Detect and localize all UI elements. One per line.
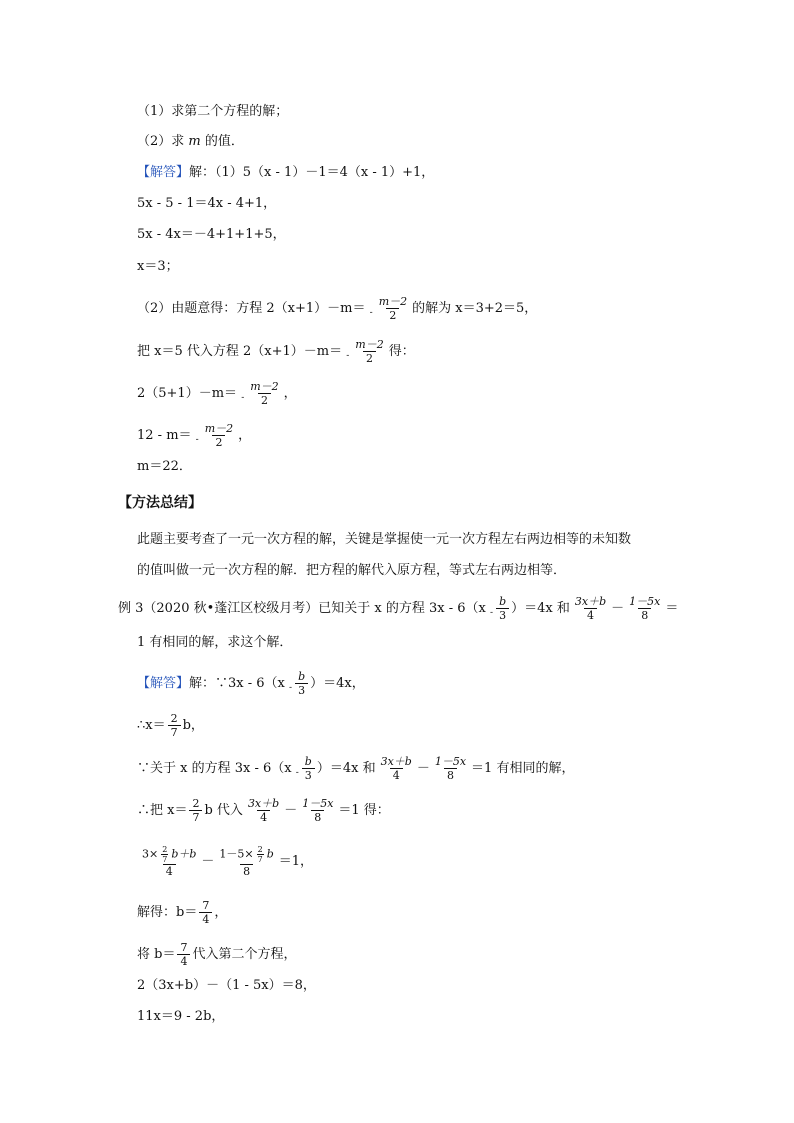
equation-3: m＝22．	[137, 459, 192, 474]
substitute-line	[137, 338, 415, 365]
denominator: 4	[257, 810, 270, 824]
solution-4-text-c: ＝1 得：	[338, 803, 390, 818]
fraction-m-2-over-2	[202, 422, 236, 449]
fraction-3x-plus-b-over-4	[245, 797, 282, 824]
equation-2-left: 12 - m＝	[137, 428, 192, 443]
substitute-text-a: 把 x＝5 代入方程 2（x+1）－m＝	[137, 344, 343, 359]
neg-sign: -	[241, 393, 245, 403]
fraction-m-2-over-2	[247, 380, 281, 407]
fraction-7-over-4	[199, 899, 212, 926]
denominator: 2	[386, 308, 399, 322]
question-2-var: m	[188, 134, 201, 149]
numerator: m－2	[378, 295, 408, 308]
part-2-text-a: （2）由题意得：方程 2（x+1）－m＝	[137, 301, 366, 316]
numerator: 1－5x	[434, 755, 467, 768]
summary-line-2: 的值叫做一元一次方程的解．把方程的解代入原方程，等式左右两边相等．	[137, 563, 567, 578]
solution-3-text-b: ）＝4x 和	[316, 761, 376, 776]
denominator: 7	[189, 810, 202, 824]
numerator: 3x＋b	[380, 755, 412, 768]
fraction-complex-right	[216, 845, 276, 878]
solution-line-9: 11x＝9 - 2b，	[137, 1009, 225, 1024]
b-plus-b: b＋b	[171, 847, 197, 861]
solution-4-text-a: ∴把 x＝	[137, 803, 188, 818]
fraction-2-over-7-small	[159, 845, 170, 864]
example-3-line-2: 1 有相同的解，求这个解．	[137, 635, 293, 650]
numerator: b	[499, 595, 507, 608]
solution-5-text-b: ＝1，	[278, 854, 314, 869]
fraction-m-2-over-2	[352, 338, 386, 365]
step-3: x＝3；	[137, 259, 179, 274]
denominator: 7	[168, 725, 181, 739]
fraction-m-2-over-2	[376, 295, 410, 322]
step-1: 5x - 5 - 1＝4x - 4+1，	[137, 196, 277, 211]
minus-sign: －	[611, 601, 625, 616]
denominator: 4	[163, 864, 176, 878]
b-var: b	[266, 847, 274, 861]
numerator: 3x＋b	[247, 797, 280, 810]
question-1	[137, 103, 288, 121]
numerator: 2	[170, 712, 178, 725]
solution-3-text-a: ∵关于 x 的方程 3x - 6（x	[137, 761, 292, 776]
solution-2-text-b: b，	[182, 718, 204, 733]
fraction-1-minus-5x-over-8	[626, 595, 663, 622]
neg-sign: -	[295, 768, 299, 778]
substitute-text-b: 得：	[388, 344, 415, 359]
numerator: 2	[162, 845, 168, 854]
denominator: 4	[390, 768, 403, 782]
fraction-3x-plus-b-over-4	[572, 595, 609, 622]
part-2-line	[137, 295, 537, 322]
minus-sign: －	[416, 761, 430, 776]
numerator: b	[304, 755, 312, 768]
solution-line-8: 2（3x+b）－（1 - 5x）＝8，	[137, 978, 316, 993]
equation-1	[137, 380, 297, 407]
neg-sign: -	[369, 308, 373, 318]
denominator: 8	[638, 608, 651, 622]
answer-line-1	[137, 164, 434, 182]
example-3-line-1	[118, 595, 678, 622]
neg-sign: -	[490, 608, 494, 618]
solution-7-text-a: 将 b＝	[137, 947, 176, 962]
solution-7-text-b: 代入第二个方程，	[192, 947, 297, 962]
numerator: 2	[192, 797, 200, 810]
example-3-text-a: 例 3（2020 秋•蓬江区校级月考）已知关于 x 的方程 3x - 6（x	[118, 601, 486, 616]
denominator: 8	[240, 864, 253, 878]
step-2: 5x - 4x＝－4+1+1+5，	[137, 227, 286, 242]
numerator: m－2	[355, 338, 384, 351]
numerator: b	[298, 670, 306, 683]
solution-line-5	[137, 845, 313, 878]
fraction-3x-plus-b-over-4	[378, 755, 415, 782]
solution-line-3	[137, 755, 574, 782]
solution-6-text-b: ，	[214, 905, 228, 920]
denominator: 2	[363, 351, 376, 365]
numerator	[216, 845, 276, 864]
equals-sign: ＝	[665, 601, 679, 616]
numerator: m－2	[250, 380, 279, 393]
part-2-text-b: 的解为 x＝3+2＝5，	[412, 301, 538, 316]
neg-sign: -	[289, 683, 293, 693]
fraction-b-over-3	[496, 595, 509, 622]
solution-line-1	[137, 670, 365, 697]
solution-2-text-a: ∴x＝	[137, 718, 166, 733]
neg-sign: -	[195, 435, 199, 445]
numerator	[139, 845, 199, 864]
numerator: 7	[202, 899, 210, 912]
numerator: 2	[257, 845, 263, 854]
example-3-text-b: ）＝4x 和	[511, 601, 570, 616]
fraction-1-minus-5x-over-8	[432, 755, 469, 782]
numerator: 3x＋b	[574, 595, 607, 608]
neg-sign: -	[346, 351, 350, 361]
solution-6-text-a: 解得：b＝	[137, 905, 198, 920]
minus-sign: －	[201, 854, 215, 869]
fraction-2-over-7-small	[255, 845, 266, 864]
fraction-2-over-7	[189, 797, 202, 824]
comma: ，	[238, 428, 252, 443]
solution-4-text-b: b 代入	[204, 803, 243, 818]
solution-line-6	[137, 899, 227, 926]
section-heading-method-summary: 【方法总结】	[118, 495, 202, 511]
equation-2	[137, 422, 251, 449]
denominator: 7	[257, 855, 263, 864]
denominator: 2	[258, 393, 271, 407]
solution-line-4	[137, 797, 390, 824]
times-prefix: 1－5×	[219, 847, 254, 861]
denominator: 7	[162, 855, 168, 864]
numerator: m－2	[204, 422, 234, 435]
summary-line-1: 此题主要考查了一元一次方程的解，关键是掌握使一元一次方程左右两边相等的未知数	[137, 532, 632, 547]
fraction-complex-left	[139, 845, 199, 878]
answer-text: 解：（1）5（x - 1）－1＝4（x - 1）+1，	[189, 165, 435, 180]
solution-1-text-a: 解：∵3x - 6（x	[189, 676, 285, 691]
equation-1-left: 2（5+1）－m＝	[137, 386, 238, 401]
question-2-text-a: （2）求	[137, 134, 185, 149]
denominator: 8	[444, 768, 457, 782]
minus-sign: －	[284, 803, 298, 818]
question-1-text: （1）求第二个方程的解；	[137, 104, 289, 119]
answer-tag: 【解答】	[137, 165, 190, 180]
solution-line-7	[137, 941, 296, 968]
denominator: 8	[311, 810, 324, 824]
numerator: 1－5x	[302, 797, 334, 810]
solution-line-2	[137, 712, 204, 739]
answer-tag: 【解答】	[137, 676, 190, 691]
solution-1-text-b: ）＝4x，	[310, 676, 365, 691]
fraction-b-over-3	[295, 670, 308, 697]
solution-3-text-c: ＝1 有相同的解，	[471, 761, 575, 776]
fraction-b-over-3	[302, 755, 315, 782]
numerator: 7	[180, 941, 188, 954]
question-2	[137, 133, 244, 151]
denominator: 3	[496, 608, 509, 622]
question-2-text-b: 的值．	[204, 134, 244, 149]
fraction-1-minus-5x-over-8	[299, 797, 336, 824]
fraction-2-over-7	[168, 712, 181, 739]
fraction-7-over-4	[177, 941, 190, 968]
denominator: 4	[177, 954, 190, 968]
denominator: 4	[584, 608, 597, 622]
denominator: 3	[295, 683, 308, 697]
denominator: 2	[212, 435, 225, 449]
denominator: 3	[302, 768, 315, 782]
times-prefix: 3×	[142, 847, 159, 861]
denominator: 4	[199, 912, 212, 926]
comma: ，	[283, 386, 297, 401]
numerator: 1－5x	[629, 595, 661, 608]
